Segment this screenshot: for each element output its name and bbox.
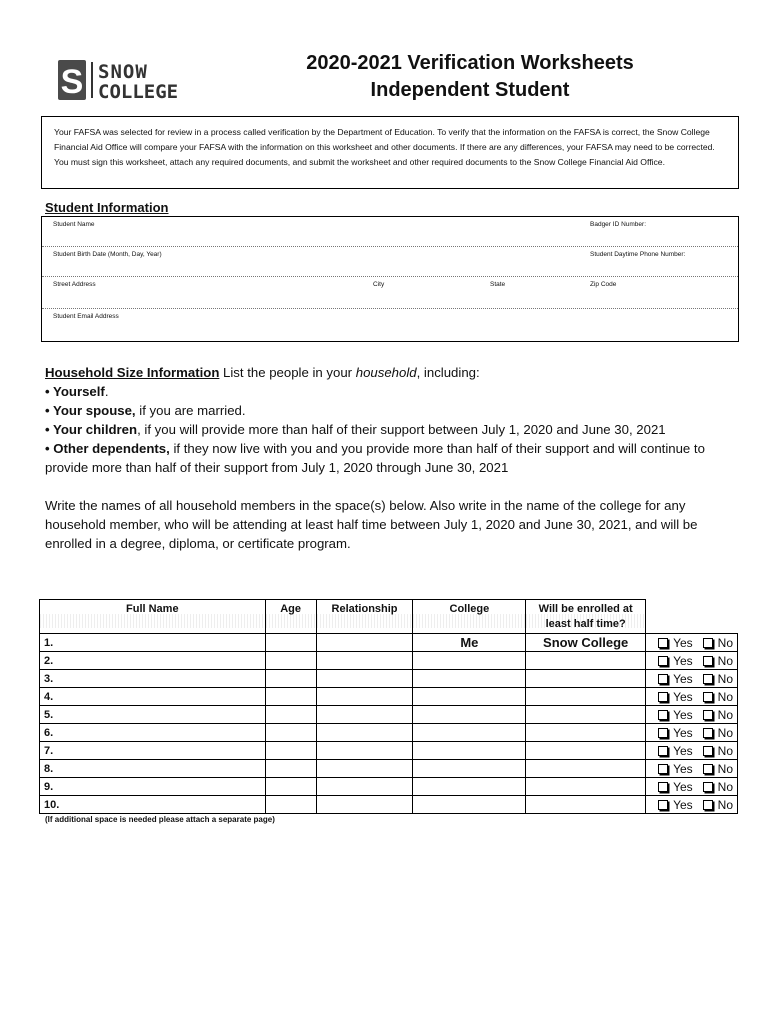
no-label: No bbox=[717, 671, 733, 686]
full-name-field[interactable] bbox=[265, 688, 316, 706]
yes-label: Yes bbox=[673, 653, 693, 668]
age-field[interactable] bbox=[316, 634, 413, 652]
table-row bbox=[40, 688, 738, 706]
yes-checkbox[interactable] bbox=[658, 800, 668, 810]
no-label: No bbox=[717, 761, 733, 776]
no-label: No bbox=[717, 725, 733, 740]
relationship-field[interactable] bbox=[413, 652, 526, 670]
age-field[interactable] bbox=[316, 742, 413, 760]
header-enrolled: Will be enrolled at least half time? bbox=[526, 600, 646, 634]
student-row-name[interactable] bbox=[42, 217, 738, 247]
phone-label: Student Daytime Phone Number: bbox=[590, 251, 686, 258]
college-field[interactable] bbox=[526, 796, 646, 814]
yes-label: Yes bbox=[673, 725, 693, 740]
table-row bbox=[40, 724, 738, 742]
relationship-field[interactable] bbox=[413, 742, 526, 760]
svg-text:SNOW: SNOW bbox=[98, 61, 148, 83]
row-number: 3. bbox=[40, 670, 266, 688]
age-field[interactable] bbox=[316, 670, 413, 688]
no-checkbox[interactable] bbox=[703, 746, 713, 756]
student-info-table bbox=[41, 216, 739, 342]
table-row bbox=[40, 670, 738, 688]
yes-label: Yes bbox=[673, 707, 693, 722]
enrolled-choice bbox=[646, 652, 738, 670]
enrolled-choice bbox=[646, 634, 738, 652]
student-row-birth[interactable] bbox=[42, 247, 738, 277]
college-field[interactable] bbox=[526, 652, 646, 670]
birth-date-label: Student Birth Date (Month, Day, Year) bbox=[53, 251, 162, 258]
page-title bbox=[250, 50, 690, 104]
no-checkbox[interactable] bbox=[703, 638, 713, 648]
age-field[interactable] bbox=[316, 652, 413, 670]
enrolled-choice bbox=[646, 742, 738, 760]
table-row bbox=[40, 796, 738, 814]
relationship-field[interactable] bbox=[413, 688, 526, 706]
row-number: 2. bbox=[40, 652, 266, 670]
full-name-field[interactable] bbox=[265, 742, 316, 760]
svg-text:COLLEGE: COLLEGE bbox=[98, 81, 179, 102]
header-college: College bbox=[413, 600, 526, 634]
full-name-field[interactable] bbox=[265, 670, 316, 688]
student-row-email[interactable] bbox=[42, 309, 738, 341]
yes-label: Yes bbox=[673, 797, 693, 812]
members-header-row bbox=[40, 600, 738, 634]
relationship-field[interactable] bbox=[413, 670, 526, 688]
yes-checkbox[interactable] bbox=[658, 782, 668, 792]
yes-checkbox[interactable] bbox=[658, 710, 668, 720]
household-bullet-spouse: • Your spouse, if you are married. bbox=[45, 403, 246, 418]
row-number: 6. bbox=[40, 724, 266, 742]
full-name-field[interactable] bbox=[265, 778, 316, 796]
no-label: No bbox=[717, 653, 733, 668]
street-label: Street Address bbox=[53, 281, 96, 288]
table-row bbox=[40, 652, 738, 670]
enrolled-choice bbox=[646, 670, 738, 688]
college-field[interactable] bbox=[526, 778, 646, 796]
relationship-field[interactable]: Me bbox=[413, 634, 526, 652]
no-label: No bbox=[717, 743, 733, 758]
household-intro: Household Size Information List the people in your household, including: bbox=[45, 365, 480, 380]
age-field[interactable] bbox=[316, 778, 413, 796]
yes-label: Yes bbox=[673, 779, 693, 794]
household-bullet-yourself: • Yourself. bbox=[45, 384, 109, 399]
age-field[interactable] bbox=[316, 796, 413, 814]
college-field[interactable]: Snow College bbox=[526, 634, 646, 652]
yes-label: Yes bbox=[673, 761, 693, 776]
table-row bbox=[40, 742, 738, 760]
age-field[interactable] bbox=[316, 724, 413, 742]
title-line2: Independent Student bbox=[370, 79, 570, 101]
header-relationship: Relationship bbox=[316, 600, 413, 634]
student-row-address[interactable] bbox=[42, 277, 738, 309]
college-field[interactable] bbox=[526, 724, 646, 742]
snow-college-logo bbox=[58, 58, 194, 102]
table-row bbox=[40, 760, 738, 778]
college-field[interactable] bbox=[526, 760, 646, 778]
relationship-field[interactable] bbox=[413, 724, 526, 742]
svg-text:S: S bbox=[60, 63, 84, 101]
enrolled-choice bbox=[646, 778, 738, 796]
city-label: City bbox=[373, 281, 385, 288]
no-checkbox[interactable] bbox=[703, 710, 713, 720]
college-field[interactable] bbox=[526, 742, 646, 760]
email-label: Student Email Address bbox=[53, 313, 119, 320]
row-number: 7. bbox=[40, 742, 266, 760]
student-info-label: Student Information bbox=[45, 200, 169, 215]
yes-label: Yes bbox=[673, 743, 693, 758]
full-name-field[interactable] bbox=[265, 634, 316, 652]
full-name-field[interactable] bbox=[265, 652, 316, 670]
enrolled-choice bbox=[646, 796, 738, 814]
yes-checkbox[interactable] bbox=[658, 728, 668, 738]
enrolled-choice bbox=[646, 688, 738, 706]
row-number: 8. bbox=[40, 760, 266, 778]
household-instructions: Write the names of all household members in the space(s) below. Also write in the name of the college for any household member, who will be attending at least half time between July 1, 2020 and June 30, 2021, and will be enrolled in a degree, diploma, or certificate program. bbox=[45, 498, 698, 551]
college-field[interactable] bbox=[526, 670, 646, 688]
yes-label: Yes bbox=[673, 671, 693, 686]
enrolled-choice bbox=[646, 760, 738, 778]
header-age: Age bbox=[265, 600, 316, 634]
household-title: Household Size Information bbox=[45, 365, 220, 380]
yes-checkbox[interactable] bbox=[658, 638, 668, 648]
household-bullet-children: • Your children, if you will provide more than half of their support between July 1, 2020 and June 30, 2021 bbox=[45, 422, 666, 437]
college-field[interactable] bbox=[526, 688, 646, 706]
no-checkbox[interactable] bbox=[703, 800, 713, 810]
no-checkbox[interactable] bbox=[703, 656, 713, 666]
table-row bbox=[40, 634, 738, 652]
no-checkbox[interactable] bbox=[703, 692, 713, 702]
full-name-field[interactable] bbox=[265, 796, 316, 814]
zip-label: Zip Code bbox=[590, 281, 617, 288]
full-name-field[interactable] bbox=[265, 724, 316, 742]
age-field[interactable] bbox=[316, 688, 413, 706]
household-members-table bbox=[39, 599, 738, 814]
no-label: No bbox=[717, 635, 733, 650]
yes-label: Yes bbox=[673, 689, 693, 704]
household-info bbox=[45, 363, 735, 477]
full-name-field[interactable] bbox=[265, 760, 316, 778]
row-number: 9. bbox=[40, 778, 266, 796]
table-row bbox=[40, 778, 738, 796]
student-name-label: Student Name bbox=[53, 221, 95, 228]
row-number: 10. bbox=[40, 796, 266, 814]
relationship-field[interactable] bbox=[413, 778, 526, 796]
yes-checkbox[interactable] bbox=[658, 746, 668, 756]
relationship-field[interactable] bbox=[413, 760, 526, 778]
age-field[interactable] bbox=[316, 706, 413, 724]
yes-checkbox[interactable] bbox=[658, 692, 668, 702]
household-bullet-dependents: • Other dependents, if they now live with you and you provide more than half of their support and will continue to provide more than half of their support from July 1, 2020 through June 30, 2021 bbox=[45, 441, 705, 475]
header-full-name: Full Name bbox=[40, 600, 266, 634]
no-label: No bbox=[717, 797, 733, 812]
no-checkbox[interactable] bbox=[703, 764, 713, 774]
state-label: State bbox=[490, 281, 506, 288]
enrolled-choice bbox=[646, 706, 738, 724]
no-checkbox[interactable] bbox=[703, 674, 713, 684]
row-number: 1. bbox=[40, 634, 266, 652]
yes-checkbox[interactable] bbox=[658, 674, 668, 684]
title-line1: 2020-2021 Verification Worksheets bbox=[306, 52, 634, 74]
yes-checkbox[interactable] bbox=[658, 656, 668, 666]
yes-label: Yes bbox=[673, 635, 693, 650]
yes-checkbox[interactable] bbox=[658, 764, 668, 774]
age-field[interactable] bbox=[316, 760, 413, 778]
badger-id-label: Badger ID Number: bbox=[590, 221, 646, 228]
footnote: (If additional space is needed please attach a separate page) bbox=[45, 815, 275, 824]
row-number: 4. bbox=[40, 688, 266, 706]
no-checkbox[interactable] bbox=[703, 728, 713, 738]
table-row bbox=[40, 706, 738, 724]
no-label: No bbox=[717, 689, 733, 704]
full-name-field[interactable] bbox=[265, 706, 316, 724]
relationship-field[interactable] bbox=[413, 706, 526, 724]
relationship-field[interactable] bbox=[413, 796, 526, 814]
row-number: 5. bbox=[40, 706, 266, 724]
no-label: No bbox=[717, 707, 733, 722]
intro-notice: Your FAFSA was selected for review in a process called verification by the Department of Education. To verify that the information on the FAFSA is correct, the Snow College Financial Aid Office will compare your FAFSA with the information on this worksheet and other documents. If there are any differences, your FAFSA may need to be corrected. You must sign this worksheet, attach any required documents, and submit the worksheet and other required documents to the Snow College Financial Aid Office. bbox=[41, 116, 739, 189]
no-label: No bbox=[717, 779, 733, 794]
no-checkbox[interactable] bbox=[703, 782, 713, 792]
college-field[interactable] bbox=[526, 706, 646, 724]
enrolled-choice bbox=[646, 724, 738, 742]
